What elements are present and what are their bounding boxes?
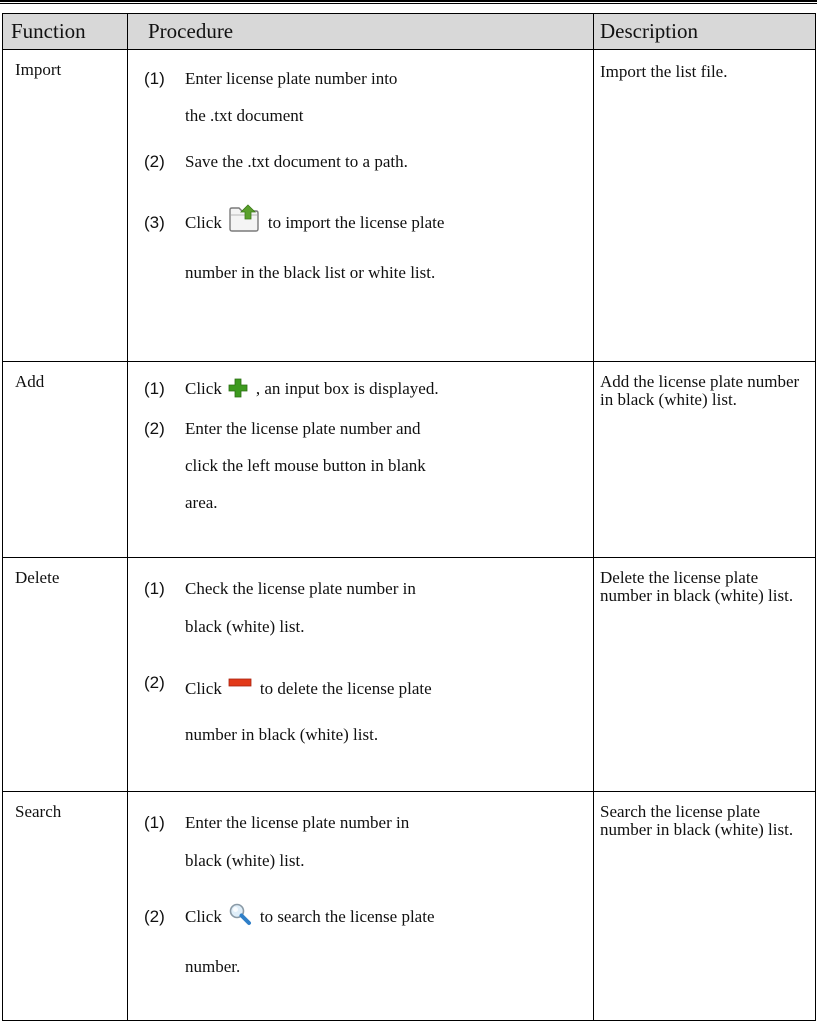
description-cell: Add the license plate number in black (white) list. xyxy=(594,362,816,558)
procedure-cell xyxy=(128,792,594,1021)
step-text: Enter the license plate number and xyxy=(185,419,421,438)
step-text: Click xyxy=(185,213,222,232)
procedure-step xyxy=(128,410,593,521)
description-cell: Import the list file. xyxy=(594,50,816,362)
function-cell: Delete xyxy=(3,558,128,792)
step-text: to search the license plate xyxy=(259,907,435,926)
step-text: black (white) list. xyxy=(185,851,305,870)
header-description: Description xyxy=(594,14,816,50)
step-text: number. xyxy=(185,957,241,976)
function-cell: Search xyxy=(3,792,128,1021)
step-number: (1) xyxy=(144,579,165,598)
step-text: number in black (white) list. xyxy=(185,725,379,744)
step-text: click the left mouse button in blank xyxy=(185,456,426,475)
step-text: area. xyxy=(185,493,218,512)
procedure-step xyxy=(128,374,593,408)
step-number: (1) xyxy=(144,379,165,398)
step-text: black (white) list. xyxy=(185,617,305,636)
procedure-step xyxy=(128,894,593,990)
step-number: (1) xyxy=(144,69,165,88)
step-text: Enter the license plate number in xyxy=(185,813,410,832)
step-text: number in the black list or white list. xyxy=(185,263,436,282)
function-cell: Import xyxy=(3,50,128,362)
header-procedure: Procedure xyxy=(128,14,594,50)
table-row-import xyxy=(3,50,816,362)
procedure-cell xyxy=(128,362,594,558)
step-text: Click xyxy=(185,379,222,398)
step-number: (1) xyxy=(144,813,165,832)
add-plus-icon xyxy=(228,378,248,408)
description-cell: Delete the license plate number in black (white) list. xyxy=(594,558,816,792)
page-top-rule xyxy=(0,0,817,4)
step-text: to delete the license plate xyxy=(259,679,432,698)
procedure-cell xyxy=(128,558,594,792)
step-number: (2) xyxy=(144,907,165,926)
table-row-delete xyxy=(3,558,816,792)
procedure-step xyxy=(128,804,593,880)
step-number: (3) xyxy=(144,213,165,232)
step-text: to import the license plate xyxy=(267,213,445,232)
step-text: Save the .txt document to a path. xyxy=(185,152,408,171)
header-function: Function xyxy=(3,14,128,50)
delete-minus-icon xyxy=(228,660,252,706)
step-text: Enter license plate number into xyxy=(185,69,398,88)
step-number: (2) xyxy=(144,673,165,692)
procedure-step xyxy=(128,143,593,180)
import-folder-icon xyxy=(228,204,260,250)
search-magnifier-icon xyxy=(228,898,252,944)
function-cell: Add xyxy=(3,362,128,558)
step-text: , an input box is displayed. xyxy=(255,379,439,398)
description-cell: Search the license plate number in black (white) list. xyxy=(594,792,816,1021)
step-number: (2) xyxy=(144,419,165,438)
procedure-step xyxy=(128,570,593,646)
procedure-cell xyxy=(128,50,594,362)
step-text: the .txt document xyxy=(185,106,304,125)
table-row-search xyxy=(3,792,816,1021)
procedure-step xyxy=(128,660,593,758)
table-header-row xyxy=(3,14,816,50)
step-number: (2) xyxy=(144,152,165,171)
table-row-add xyxy=(3,362,816,558)
step-text: Click xyxy=(185,907,222,926)
step-text: Click xyxy=(185,679,222,698)
procedure-step xyxy=(128,200,593,296)
procedure-step xyxy=(128,60,593,134)
function-table xyxy=(2,13,816,1021)
step-text: Check the license plate number in xyxy=(185,579,416,598)
